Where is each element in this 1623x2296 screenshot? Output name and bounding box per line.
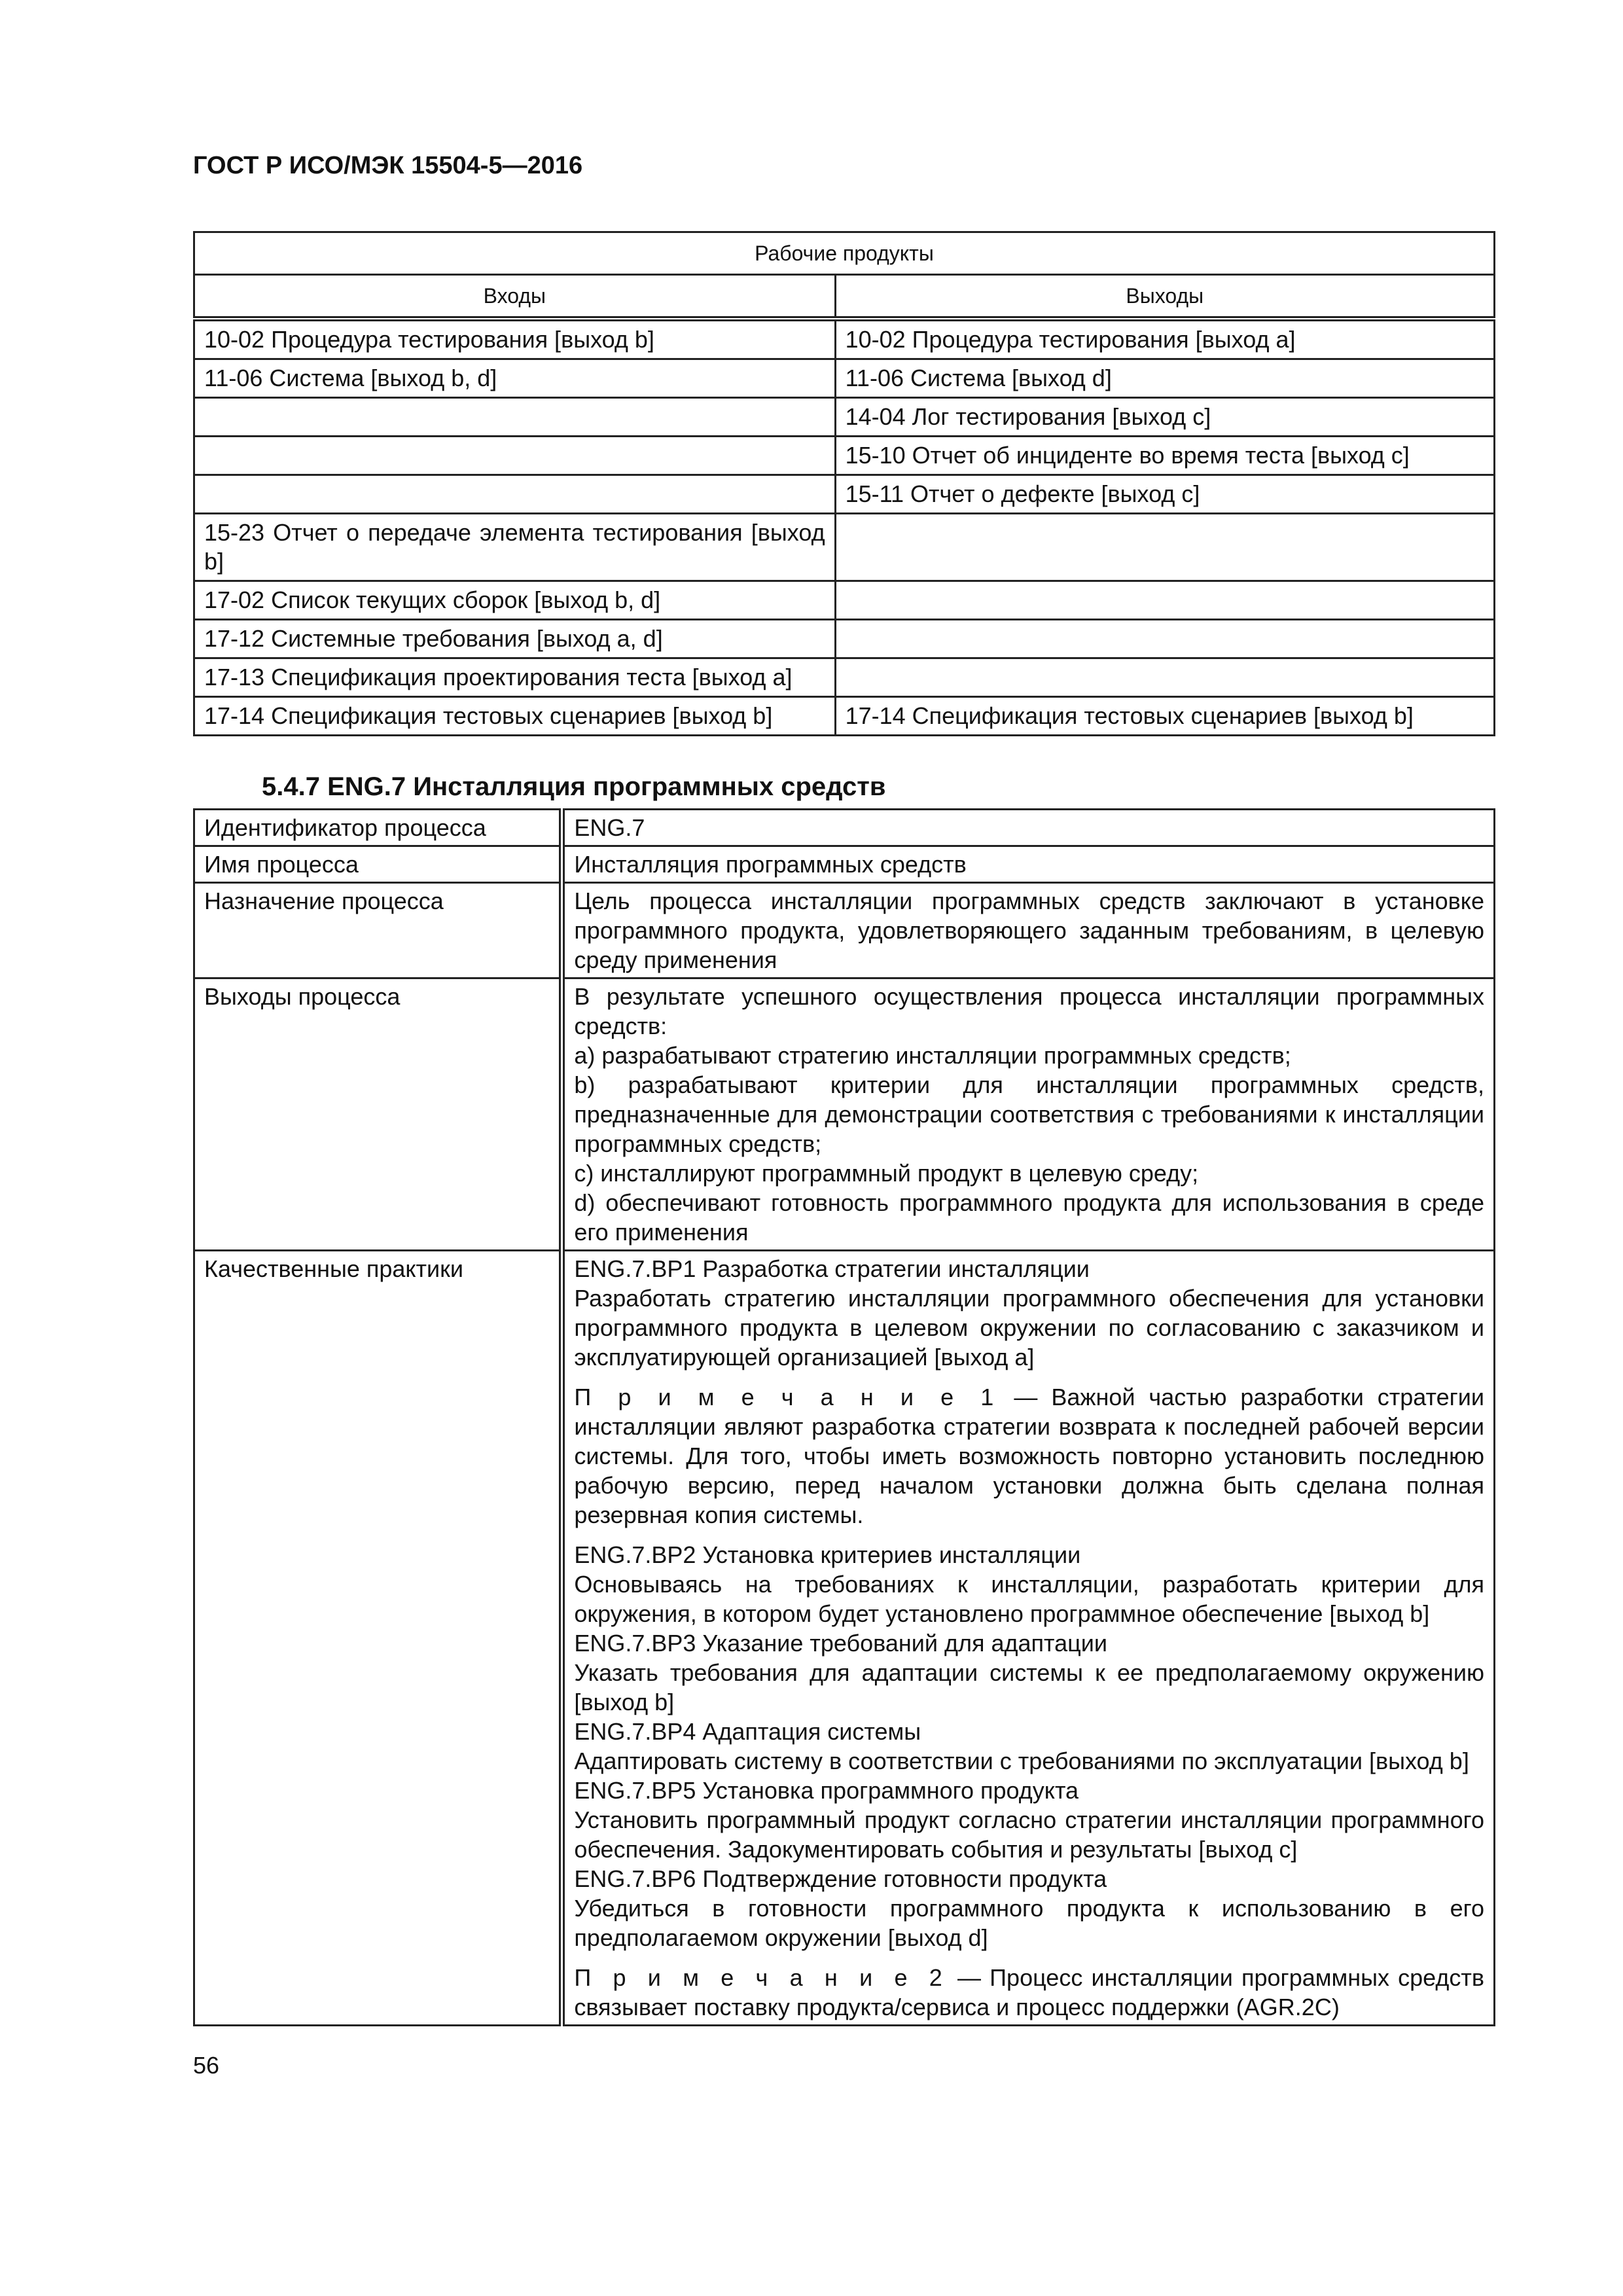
table-row bbox=[194, 398, 1495, 437]
output-cell: 15-10 Отчет об инциденте во время теста [выход c] bbox=[835, 437, 1494, 475]
table-row bbox=[194, 437, 1495, 475]
process-id-label: Идентификатор процесса bbox=[194, 810, 562, 846]
note-2 bbox=[574, 1963, 1484, 2022]
process-purpose-label: Назначение процесса bbox=[194, 883, 562, 978]
output-cell: 17-14 Спецификация тестовых сценариев [выход b] bbox=[835, 697, 1494, 736]
practice-title: ENG.7.BP3 Указание требований для адаптации bbox=[574, 1630, 1107, 1657]
practice-title: ENG.7.BP6 Подтверждение готовности продукта bbox=[574, 1865, 1107, 1892]
output-cell: 15-11 Отчет о дефекте [выход c] bbox=[835, 475, 1494, 514]
outcome-intro: В результате успешного осуществления процесса инсталляции программных средств: bbox=[574, 983, 1484, 1039]
practice-text: Установить программный продукт согласно стратегии инсталляции программного обеспечения. Задокументировать события и результаты [выход c] bbox=[574, 1806, 1484, 1863]
practice-text: Адаптировать систему в соответствии с требованиями по эксплуатации [выход b] bbox=[574, 1748, 1469, 1774]
practice-text: Основываясь на требованиях к инсталляции, разработать критерии для окружения, в котором будет установлено программное обеспечение [выход b] bbox=[574, 1571, 1484, 1627]
outcome-item: с) инсталлируют программный продукт в целевую среду; bbox=[574, 1160, 1199, 1187]
input-cell bbox=[194, 437, 836, 475]
outcome-item: b) разрабатывают критерии для инсталляции программных средств, предназначенные для демонстрации соответствия с требованиями к инсталляции программных средств; bbox=[574, 1071, 1484, 1157]
table-row bbox=[194, 846, 1495, 883]
table-row bbox=[194, 581, 1495, 620]
input-cell: 15-23 Отчет о передаче элемента тестирования [выход b] bbox=[194, 514, 836, 581]
table-row bbox=[194, 475, 1495, 514]
process-outcomes-value bbox=[562, 978, 1495, 1251]
document-header: ГОСТ Р ИСО/МЭК 15504-5—2016 bbox=[193, 152, 583, 179]
input-cell bbox=[194, 475, 836, 514]
output-cell bbox=[835, 581, 1494, 620]
note-2-text: — Процесс инсталляции программных средств связывает поставку продукта/сервиса и процесс поддержки (AGR.2C) bbox=[574, 1964, 1484, 2020]
process-name-label: Имя процесса bbox=[194, 846, 562, 883]
practice-text: Убедиться в готовности программного продукта к использованию в его предполагаемом окружении [выход d] bbox=[574, 1895, 1484, 1951]
process-purpose-value: Цель процесса инсталляции программных средств заключают в установке программного продукта, удовлетворяющего заданным требованиям, в целевую среду применения bbox=[562, 883, 1495, 978]
inputs-header: Входы bbox=[194, 275, 836, 319]
practices-list bbox=[574, 1540, 1484, 1952]
table-row bbox=[194, 697, 1495, 736]
practice-title: ENG.7.BP1 Разработка стратегии инсталляции bbox=[574, 1255, 1090, 1282]
output-cell: 10-02 Процедура тестирования [выход a] bbox=[835, 319, 1494, 359]
outputs-header: Выходы bbox=[835, 275, 1494, 319]
work-products-caption: Рабочие продукты bbox=[194, 232, 1495, 275]
output-cell bbox=[835, 658, 1494, 697]
note-1-text: — Важной частью разработки стратегии инсталляции являют разработка стратегии возврата к последней рабочей версии системы. Для того, чтобы иметь возможность повторно установить последнюю рабочую версию, перед началом установки должна быть сделана полная резервная копия системы. bbox=[574, 1384, 1484, 1528]
note-1 bbox=[574, 1382, 1484, 1530]
outcome-item: а) разрабатывают стратегию инсталляции программных средств; bbox=[574, 1042, 1291, 1069]
input-cell: 11-06 Система [выход b, d] bbox=[194, 359, 836, 398]
output-cell: 14-04 Лог тестирования [выход c] bbox=[835, 398, 1494, 437]
practice-text: Указать требования для адаптации системы к ее предполагаемому окружению [выход b] bbox=[574, 1659, 1484, 1715]
table-row bbox=[194, 978, 1495, 1251]
base-practices-value bbox=[562, 1251, 1495, 2026]
table-row bbox=[194, 620, 1495, 658]
table-row bbox=[194, 1251, 1495, 2026]
process-name-value: Инсталляция программных средств bbox=[562, 846, 1495, 883]
base-practices-label: Качественные практики bbox=[194, 1251, 562, 2026]
work-products-table bbox=[193, 231, 1495, 736]
input-cell: 17-02 Список текущих сборок [выход b, d] bbox=[194, 581, 836, 620]
practice-title: ENG.7.BP5 Установка программного продукта bbox=[574, 1777, 1079, 1804]
input-cell: 17-13 Спецификация проектирования теста [выход a] bbox=[194, 658, 836, 697]
table-row bbox=[194, 810, 1495, 846]
practice-title: ENG.7.BP4 Адаптация системы bbox=[574, 1718, 921, 1745]
practice-title: ENG.7.BP2 Установка критериев инсталляции bbox=[574, 1541, 1081, 1568]
note-1-label: П р и м е ч а н и е 1 bbox=[574, 1384, 1001, 1410]
section-heading: 5.4.7 ENG.7 Инсталляция программных средств bbox=[262, 772, 886, 801]
process-table bbox=[193, 808, 1495, 2026]
table-row bbox=[194, 319, 1495, 359]
table-row bbox=[194, 883, 1495, 978]
outcome-item: d) обеспечивают готовность программного продукта для использования в среде его применения bbox=[574, 1189, 1484, 1246]
page-number: 56 bbox=[193, 2052, 220, 2079]
input-cell: 17-14 Спецификация тестовых сценариев [выход b] bbox=[194, 697, 836, 736]
output-cell bbox=[835, 620, 1494, 658]
output-cell bbox=[835, 514, 1494, 581]
input-cell: 10-02 Процедура тестирования [выход b] bbox=[194, 319, 836, 359]
table-row bbox=[194, 514, 1495, 581]
input-cell: 17-12 Системные требования [выход a, d] bbox=[194, 620, 836, 658]
process-outcomes-label: Выходы процесса bbox=[194, 978, 562, 1251]
table-row bbox=[194, 658, 1495, 697]
table-row bbox=[194, 359, 1495, 398]
note-2-label: П р и м е ч а н и е 2 bbox=[574, 1964, 949, 1991]
input-cell bbox=[194, 398, 836, 437]
process-id-value: ENG.7 bbox=[562, 810, 1495, 846]
output-cell: 11-06 Система [выход d] bbox=[835, 359, 1494, 398]
practice-text: Разработать стратегию инсталляции программного обеспечения для установки программного продукта в целевом окружении по согласованию с заказчиком и эксплуатирующей организацией [выход a] bbox=[574, 1285, 1484, 1371]
